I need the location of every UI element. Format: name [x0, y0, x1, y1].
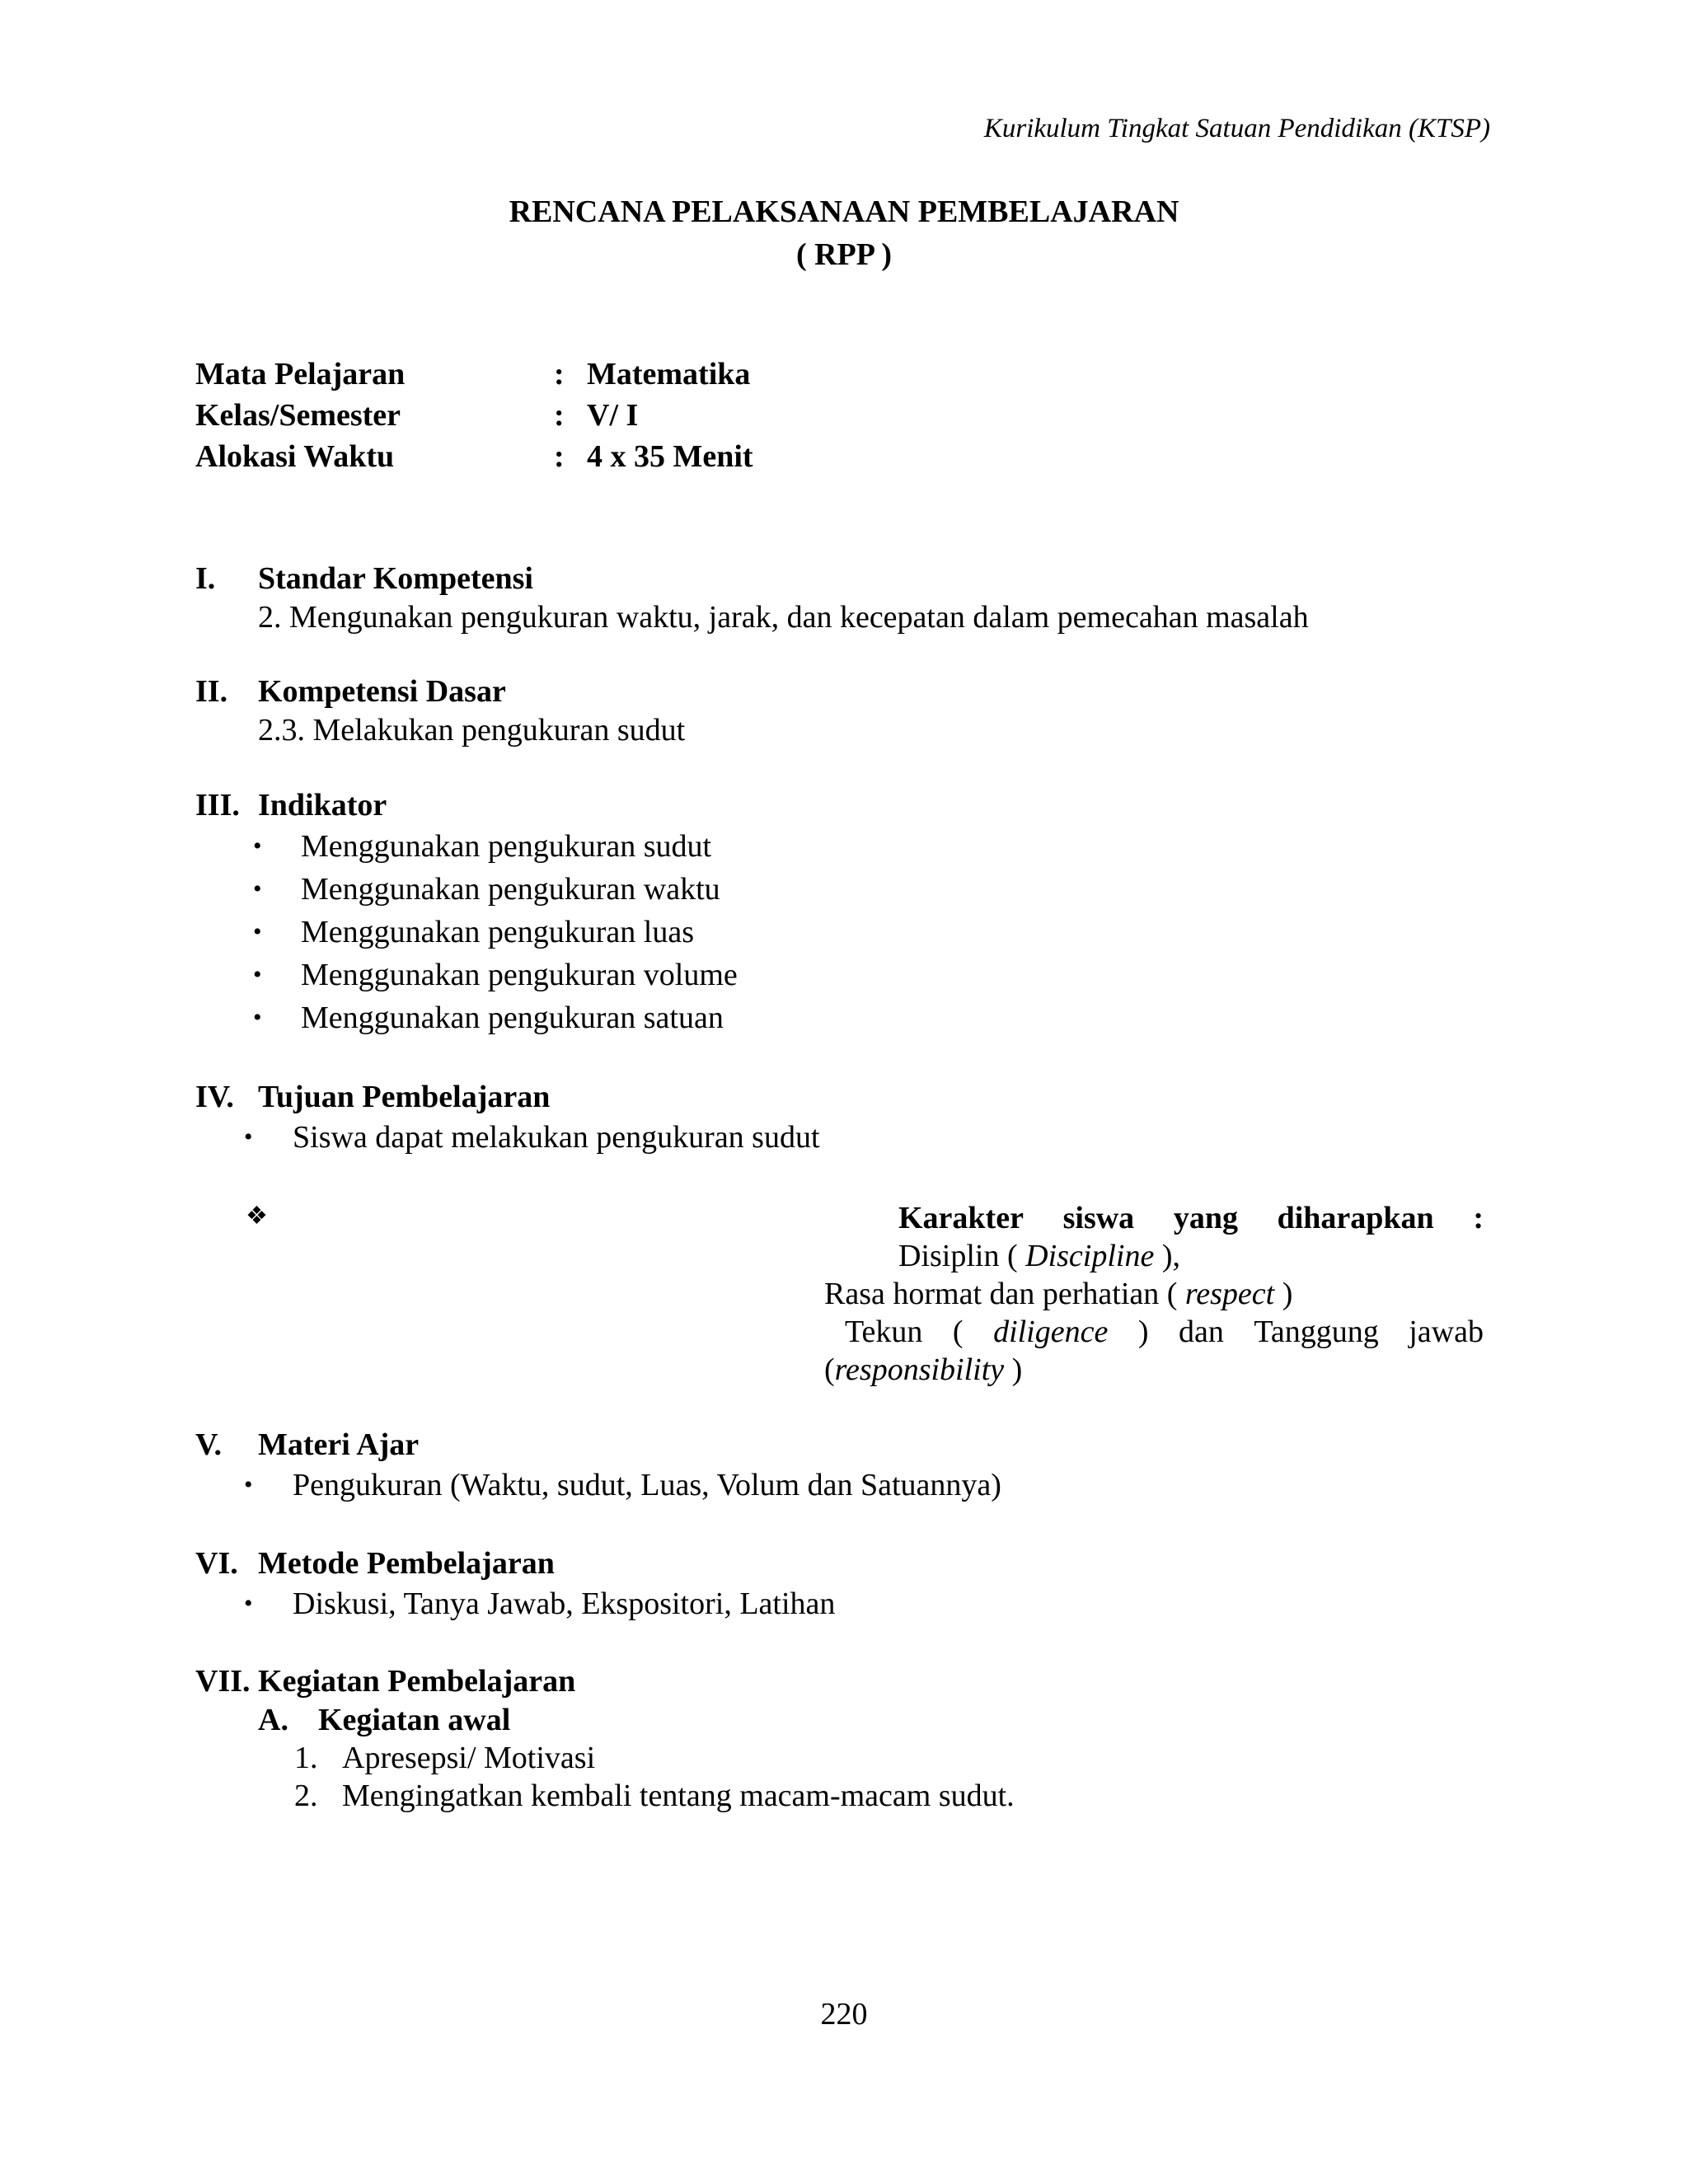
text-segment: (	[824, 1352, 835, 1387]
text-word: dan	[1178, 1315, 1224, 1349]
text-segment-italic: responsibility	[834, 1352, 1005, 1387]
section-title-tujuan: Tujuan Pembelajaran	[258, 1080, 551, 1114]
document-subtitle: ( RPP )	[795, 237, 893, 272]
karakter-line-diligence	[845, 1314, 1484, 1350]
step-number: 2.	[294, 1779, 318, 1813]
section-number: V.	[195, 1427, 223, 1462]
text-word: Tekun	[845, 1315, 923, 1349]
text-segment: ),	[1154, 1239, 1180, 1273]
section-title-indikator: Indikator	[258, 788, 387, 823]
meta-value-time: 4 x 35 Menit	[587, 439, 753, 474]
text-segment: )	[1274, 1277, 1293, 1311]
list-item: Siswa dapat melakukan pengukuran sudut	[293, 1120, 820, 1155]
text-word: )	[1137, 1315, 1149, 1349]
step-number: 1.	[294, 1741, 318, 1775]
bullet-icon: •	[244, 1590, 253, 1617]
step-text: Mengingatkan kembali tentang macam-macam sudut.	[342, 1779, 1015, 1813]
list-item: Menggunakan pengukuran sudut	[301, 829, 712, 864]
text-segment-italic: Discipline	[1025, 1239, 1155, 1273]
karakter-heading-word: yang	[1173, 1201, 1238, 1235]
text-segment-italic: respect	[1184, 1277, 1275, 1311]
list-item: Menggunakan pengukuran volume	[301, 958, 738, 992]
section-number: IV.	[195, 1080, 234, 1114]
page-number: 220	[820, 1997, 868, 2032]
meta-label-time: Alokasi Waktu	[195, 439, 395, 474]
diamond-bullet-icon: ❖	[246, 1202, 268, 1230]
subsection-title-kegiatan-awal: Kegiatan awal	[318, 1703, 511, 1737]
step-text: Apresepsi/ Motivasi	[342, 1741, 596, 1775]
text-segment: Disiplin (	[898, 1239, 1026, 1273]
karakter-line-respect	[824, 1276, 1292, 1312]
list-item: Pengukuran (Waktu, sudut, Luas, Volum dan Satuannya)	[293, 1468, 1001, 1502]
section-number: VI.	[195, 1546, 238, 1581]
meta-colon: :	[554, 398, 565, 433]
karakter-heading-word: Karakter	[898, 1201, 1024, 1235]
section-title-materi-ajar: Materi Ajar	[258, 1427, 420, 1462]
list-item: Menggunakan pengukuran waktu	[301, 872, 720, 907]
list-item: Menggunakan pengukuran luas	[301, 915, 694, 949]
section-number: II.	[195, 674, 228, 709]
section-title-kegiatan: VII. Kegiatan Pembelajaran	[195, 1664, 576, 1699]
document-title: RENCANA PELAKSANAAN PEMBELAJARAN	[509, 194, 1179, 229]
meta-label-subject: Mata Pelajaran	[195, 357, 406, 391]
text-segment: )	[1004, 1352, 1023, 1387]
meta-colon: :	[554, 439, 565, 474]
section-title-metode: Metode Pembelajaran	[258, 1546, 555, 1581]
section-text: 2. Mengunakan pengukuran waktu, jarak, dan kecepatan dalam pemecahan masalah	[258, 600, 1309, 635]
meta-label-class: Kelas/Semester	[195, 398, 401, 433]
text-segment: Rasa hormat dan perhatian (	[824, 1277, 1185, 1311]
subsection-letter: A.	[258, 1703, 288, 1737]
text-word-italic: diligence	[993, 1315, 1109, 1349]
bullet-icon: •	[253, 1004, 262, 1031]
karakter-heading-word: siswa	[1062, 1201, 1135, 1235]
meta-value-class: V/ I	[587, 398, 639, 433]
section-number: III.	[195, 788, 240, 823]
section-title-standar-kompetensi: Standar Kompetensi	[258, 561, 533, 596]
karakter-heading	[898, 1200, 1484, 1236]
text-word: jawab	[1409, 1315, 1484, 1349]
list-item: Menggunakan pengukuran satuan	[301, 1001, 724, 1035]
header-note: Kurikulum Tingkat Satuan Pendidikan (KTSP)	[983, 114, 1490, 143]
karakter-heading-word: diharapkan	[1277, 1201, 1434, 1235]
bullet-icon: •	[253, 961, 262, 988]
bullet-icon: •	[244, 1123, 253, 1151]
text-word: Tanggung	[1254, 1315, 1379, 1349]
text-word: (	[952, 1315, 964, 1349]
list-item: Diskusi, Tanya Jawab, Ekspositori, Latihan	[293, 1586, 836, 1621]
bullet-icon: •	[253, 918, 262, 945]
section-title-kompetensi-dasar: Kompetensi Dasar	[258, 674, 506, 709]
bullet-icon: •	[253, 875, 262, 902]
bullet-icon: •	[244, 1471, 253, 1498]
section-text: 2.3. Melakukan pengukuran sudut	[258, 713, 686, 748]
karakter-line-responsibility	[824, 1352, 1022, 1388]
meta-colon: :	[554, 357, 565, 391]
karakter-line-discipline	[898, 1238, 1180, 1274]
karakter-heading-word: :	[1473, 1201, 1484, 1235]
meta-value-subject: Matematika	[587, 357, 751, 391]
section-number: I.	[195, 561, 216, 596]
bullet-icon: •	[253, 832, 262, 860]
